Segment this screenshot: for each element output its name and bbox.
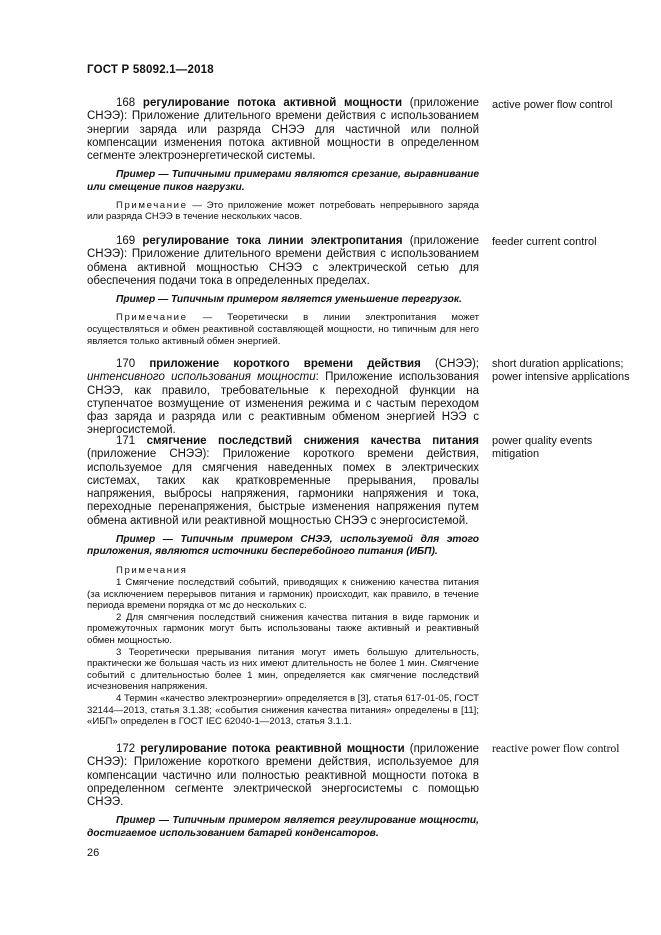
note-text: Примечание — Теоретически в линии электропитания может осуществляться и обмен реактивной составляющей мощности, но типичным для него является только активный обмен энергией.	[87, 312, 479, 347]
term-definition: 172 регулирование потока реактивной мощности (приложение СНЭЭ): Приложение короткого времени действия, используемое для компенсации частично или полностью реактивной мощности потока в определенном сегменте электрической энергосистемы с помощью СНЭЭ.	[87, 743, 479, 809]
note-item-2: 2 Для смягчения последствий снижения качества питания в виде гармоник и промежуточных гармоник могут быть использованы также активный и реактивный обмен мощностью.	[87, 611, 479, 647]
term-title: регулирование потока реактивной мощности	[140, 743, 405, 755]
term-entry-171	[87, 435, 479, 728]
term-title: смягчение последствий снижения качества питания	[146, 435, 479, 447]
term-entry-170	[87, 358, 479, 438]
term-title: регулирование тока линии электропитания	[142, 235, 403, 247]
term-definition: 170 приложение короткого времени действия (СНЭЭ); интенсивного использования мощности: Приложение использования СНЭЭ, как правило, требовательные к переходной функции на ступенчатое возмущение от изменения режима и с частым переходом фаз заряда и разряда или с реактивным обменом энергией НЭЭ с энергосистемой.	[87, 358, 479, 437]
term-definition: 171 смягчение последствий снижения качества питания (приложение СНЭЭ): Приложение короткого времени действия, используемое для смягчения наведенных помех в электрических системах, таких как кратковременные прерывания, провалы напряжения, выбросы напряжения, гармоники напряжения и тока, переходные перенапряжения, быстрые изменения напряжения путем обмена активной или реактивной мощностью СНЭЭ с энергосистемой.	[87, 435, 479, 527]
term-title: регулирование потока активной мощности	[142, 97, 403, 109]
english-equivalent-170: short duration applications; power intensive applications	[492, 358, 630, 383]
english-equivalent-169: feeder current control	[492, 236, 597, 248]
document-code-header: ГОСТ Р 58092.1—2018	[87, 64, 214, 76]
term-entry-172	[87, 743, 479, 840]
example-text: Пример — Типичным примером является уменьшение перегрузок.	[116, 294, 462, 306]
page-number: 26	[87, 847, 100, 859]
english-equivalent-172: reactive power flow control	[492, 743, 620, 755]
note-item-1: 1 Смягчение последствий событий, приводящих к снижению качества питания (за исключением перерывов питания и гармоник) происходит, как правило, в течение периода времени порядка от мс до нескольких с.	[87, 577, 479, 612]
alt-term: интенсивного использования мощности	[87, 371, 316, 384]
example-text: Пример — Типичными примерами являются срезание, выравнивание или смещение пиков нагрузки.	[87, 169, 479, 193]
term-entry-169	[87, 235, 479, 347]
term-title: приложение короткого времени действия	[149, 358, 421, 370]
example-text: Пример — Типичным примером является регулирование мощности, достигаемое использованием батарей конденсаторов.	[87, 815, 479, 839]
notes-heading: Примечания	[116, 565, 188, 577]
term-definition: 168 регулирование потока активной мощности (приложение СНЭЭ): Приложение длительного времени действия с использованием энергии заряда или разряда СНЭЭ для частичной или полной компенсации изменения потока активной мощности в определенном сегменте электроэнергетической системы.	[87, 97, 479, 163]
term-definition: 169 регулирование тока линии электропитания (приложение СНЭЭ): Приложение длительного времени действия с использованием обмена активной мощностью СНЭЭ с электрической сетью для обеспечения подачи тока в определенных пределах.	[87, 235, 479, 287]
note-item-3: 3 Теоретически прерывания питания могут иметь большую длительность, практически же большая часть из них имеют длительность не более 1 мин. Смягчение событий с длительностью более 1 мин, определяется как смягчение последствий исчезновения напряжения.	[87, 646, 479, 693]
example-text: Пример — Типичным примером СНЭЭ, используемой для этого приложения, являются источники бесперебойного питания (ИБП).	[87, 534, 479, 558]
note-text: Примечание — Это приложение может потребовать непрерывного заряда или разряда СНЭЭ в течение нескольких часов.	[87, 199, 479, 223]
term-entry-168	[87, 97, 479, 223]
english-equivalent-171: power quality events mitigation	[492, 435, 593, 460]
note-item-4: 4 Термин «качество электроэнергии» определяется в [3], статья 617-01-05, ГОСТ 32144—2013, статья 3.1.38; «события снижения качества питания» определены в [11]; «ИБП» определен в ГОСТ IEC 62040-1—2013, статья 3.1.1.	[87, 693, 479, 728]
english-equivalent-168: active power flow control	[492, 99, 613, 111]
